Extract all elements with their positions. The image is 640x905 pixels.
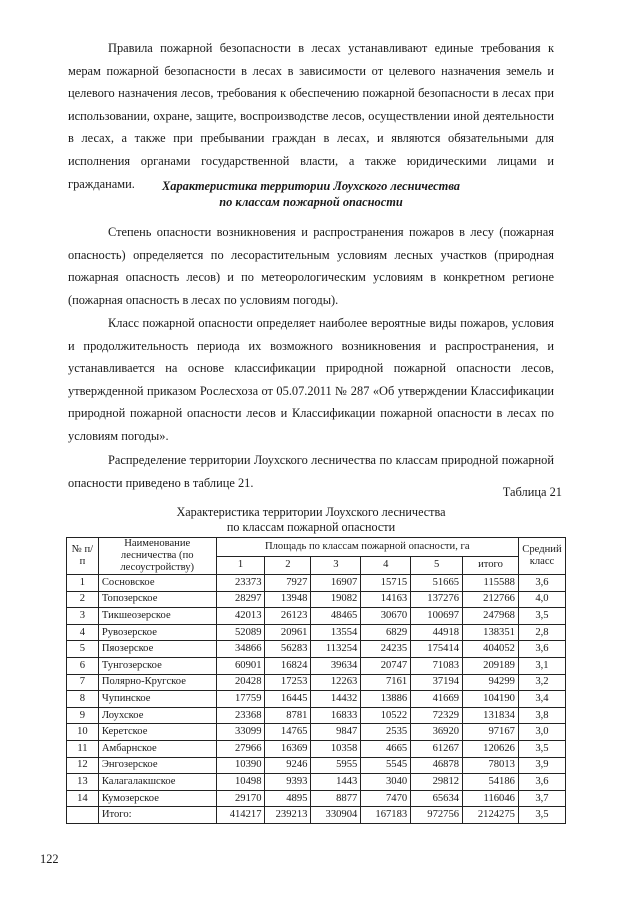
- area-value: 138351: [463, 624, 519, 641]
- area-value: 120626: [463, 740, 519, 757]
- area-value: 29170: [216, 790, 265, 807]
- area-value: 52089: [216, 624, 265, 641]
- forestry-name: Тунгозерское: [98, 657, 216, 674]
- section-heading: [68, 178, 554, 210]
- area-value: 247968: [463, 608, 519, 625]
- area-value: 10358: [311, 740, 361, 757]
- area-value: 115588: [463, 575, 519, 592]
- area-value: 175414: [411, 641, 463, 658]
- forestry-name: Топозерское: [98, 591, 216, 608]
- page-number: 122: [40, 852, 59, 866]
- forestry-name: Пяозерское: [98, 641, 216, 658]
- row-number: 14: [67, 790, 99, 807]
- total-area-value: 414217: [216, 807, 265, 824]
- table-row: [67, 691, 566, 708]
- area-value: 116046: [463, 790, 519, 807]
- area-value: 20428: [216, 674, 265, 691]
- area-value: 14765: [265, 724, 311, 741]
- total-area-value: 330904: [311, 807, 361, 824]
- area-value: 34866: [216, 641, 265, 658]
- average-class: 3,6: [518, 641, 565, 658]
- average-class: 3,1: [518, 657, 565, 674]
- area-value: 26123: [265, 608, 311, 625]
- table-row: [67, 608, 566, 625]
- forestry-name: Рувозерское: [98, 624, 216, 641]
- total-area-value: 167183: [361, 807, 411, 824]
- area-value: 78013: [463, 757, 519, 774]
- average-class: 3,5: [518, 740, 565, 757]
- area-value: 16445: [265, 691, 311, 708]
- paragraph-fire-rules: Правила пожарной безопасности в лесах устанавливают единые требования к мерам пожарной безопасности в лесах в зависимости от целевого назначения земель и целевого назначения лесов, требования к обеспечению пожарной безопасности в лесах при использовании, охране, защите, воспроизводстве лесов, осуществлении иной деятельности в лесах, а также при пребывании граждан в лесах, и являются обязательными для исполнения органами государственной власти, а также юридическими лицами и гражданами.: [68, 41, 554, 191]
- header-class-2: 2: [265, 556, 311, 575]
- table-body: [67, 575, 566, 824]
- area-value: 9246: [265, 757, 311, 774]
- area-value: 56283: [265, 641, 311, 658]
- area-value: 104190: [463, 691, 519, 708]
- area-value: 61267: [411, 740, 463, 757]
- area-value: 41669: [411, 691, 463, 708]
- area-value: 209189: [463, 657, 519, 674]
- area-value: 37194: [411, 674, 463, 691]
- row-number: 13: [67, 774, 99, 791]
- area-value: 48465: [311, 608, 361, 625]
- table-number: Таблица 21: [502, 485, 562, 499]
- area-value: 7161: [361, 674, 411, 691]
- row-number: 1: [67, 575, 99, 592]
- area-value: 10498: [216, 774, 265, 791]
- area-value: 5545: [361, 757, 411, 774]
- area-value: 10522: [361, 707, 411, 724]
- paragraph-fire-danger-class: Класс пожарной опасности определяет наиболее вероятные виды пожаров, условия и продолжительность периода их возможного возникновения и распространения, и устанавливается на основе классификации природной пожарной опасности лесов, утвержденной приказом Рослесхоза от 05.07.2011 № 287 «Об утверждении Классификации природной пожарной опасности лесов и Классификации пожарной опасности в лесах по условиям погоды».: [68, 316, 554, 443]
- area-value: 100697: [411, 608, 463, 625]
- row-number: 5: [67, 641, 99, 658]
- average-class: 3,0: [518, 724, 565, 741]
- area-value: 9847: [311, 724, 361, 741]
- table-row: [67, 757, 566, 774]
- average-class: 2,8: [518, 624, 565, 641]
- paragraph-fire-danger-degree: Степень опасности возникновения и распространения пожаров в лесу (пожарная опасность) определяется по лесорастительным условиям лесных участков (природная пожарная опасность лесов) и по метеорологическим условиям в конкретном регионе (пожарная опасность в лесах по условиям погоды).: [68, 225, 554, 307]
- table-row: [67, 641, 566, 658]
- header-class-3: 3: [311, 556, 361, 575]
- area-value: 72329: [411, 707, 463, 724]
- area-value: 5955: [311, 757, 361, 774]
- area-value: 39634: [311, 657, 361, 674]
- forestry-name: Керетское: [98, 724, 216, 741]
- area-value: 4665: [361, 740, 411, 757]
- area-value: 15715: [361, 575, 411, 592]
- area-value: 131834: [463, 707, 519, 724]
- area-value: 3040: [361, 774, 411, 791]
- area-value: 404052: [463, 641, 519, 658]
- area-value: 8877: [311, 790, 361, 807]
- average-class: 3,8: [518, 707, 565, 724]
- area-value: 113254: [311, 641, 361, 658]
- table-row: [67, 707, 566, 724]
- header-class-1: 1: [216, 556, 265, 575]
- forestry-name: Калагалакшское: [98, 774, 216, 791]
- table-row: [67, 724, 566, 741]
- area-value: 23368: [216, 707, 265, 724]
- table-row: [67, 790, 566, 807]
- total-area-value: 239213: [265, 807, 311, 824]
- area-value: 7470: [361, 790, 411, 807]
- area-value: 19082: [311, 591, 361, 608]
- area-value: 16369: [265, 740, 311, 757]
- area-value: 16907: [311, 575, 361, 592]
- row-number: 10: [67, 724, 99, 741]
- row-number: 3: [67, 608, 99, 625]
- average-class: 3,9: [518, 757, 565, 774]
- total-label: Итого:: [98, 807, 216, 824]
- area-value: 42013: [216, 608, 265, 625]
- forestry-name: Тикшеозерское: [98, 608, 216, 625]
- area-value: 13554: [311, 624, 361, 641]
- header-avg-class: Средний класс: [518, 538, 565, 575]
- area-value: 54186: [463, 774, 519, 791]
- area-value: 46878: [411, 757, 463, 774]
- total-average-class: 3,5: [518, 807, 565, 824]
- area-value: 13886: [361, 691, 411, 708]
- area-value: 13948: [265, 591, 311, 608]
- area-value: 137276: [411, 591, 463, 608]
- total-num-cell: [67, 807, 99, 824]
- average-class: 3,7: [518, 790, 565, 807]
- forestry-name: Амбарнское: [98, 740, 216, 757]
- area-value: 16833: [311, 707, 361, 724]
- header-num: № п/п: [67, 538, 99, 575]
- table-total-row: [67, 807, 566, 824]
- area-value: 20747: [361, 657, 411, 674]
- area-value: 97167: [463, 724, 519, 741]
- header-name: Наименование лесничества (по лесоустройству): [98, 538, 216, 575]
- table-title-line2: по классам пожарной опасности: [226, 520, 396, 534]
- table-title: [68, 505, 554, 535]
- area-value: 24235: [361, 641, 411, 658]
- area-value: 65634: [411, 790, 463, 807]
- table-row: [67, 774, 566, 791]
- area-value: 20961: [265, 624, 311, 641]
- area-value: 33099: [216, 724, 265, 741]
- paragraph-distribution: Распределение территории Лоухского лесничества по классам природной пожарной опасности приведено в таблице 21.: [68, 453, 554, 490]
- forestry-name: Лоухское: [98, 707, 216, 724]
- area-value: 16824: [265, 657, 311, 674]
- table-row: [67, 657, 566, 674]
- header-area: Площадь по классам пожарной опасности, га: [216, 538, 518, 557]
- area-value: 44918: [411, 624, 463, 641]
- forestry-name: Кумозерское: [98, 790, 216, 807]
- row-number: 9: [67, 707, 99, 724]
- area-value: 1443: [311, 774, 361, 791]
- table-row: [67, 740, 566, 757]
- table-title-line1: Характеристика территории Лоухского лесничества: [176, 505, 446, 519]
- header-class-5: 5: [411, 556, 463, 575]
- area-value: 212766: [463, 591, 519, 608]
- table-header-row: [67, 538, 566, 557]
- average-class: 4,0: [518, 591, 565, 608]
- table-row: [67, 575, 566, 592]
- area-value: 8781: [265, 707, 311, 724]
- table-row: [67, 591, 566, 608]
- table-row: [67, 674, 566, 691]
- area-value: 94299: [463, 674, 519, 691]
- area-value: 17253: [265, 674, 311, 691]
- total-area-value: 2124275: [463, 807, 519, 824]
- area-value: 27966: [216, 740, 265, 757]
- table-row: [67, 624, 566, 641]
- area-value: 6829: [361, 624, 411, 641]
- area-value: 51665: [411, 575, 463, 592]
- row-number: 2: [67, 591, 99, 608]
- area-value: 36920: [411, 724, 463, 741]
- forestry-name: Сосновское: [98, 575, 216, 592]
- area-value: 71083: [411, 657, 463, 674]
- section-heading-line2: по классам пожарной опасности: [219, 195, 403, 209]
- area-value: 17759: [216, 691, 265, 708]
- average-class: 3,2: [518, 674, 565, 691]
- average-class: 3,5: [518, 608, 565, 625]
- average-class: 3,6: [518, 575, 565, 592]
- average-class: 3,4: [518, 691, 565, 708]
- area-value: 4895: [265, 790, 311, 807]
- header-class-6: итого: [463, 556, 519, 575]
- row-number: 8: [67, 691, 99, 708]
- forestry-name: Энгозерское: [98, 757, 216, 774]
- area-value: 60901: [216, 657, 265, 674]
- fire-class-table: [66, 537, 566, 824]
- area-value: 14432: [311, 691, 361, 708]
- total-area-value: 972756: [411, 807, 463, 824]
- area-value: 7927: [265, 575, 311, 592]
- area-value: 10390: [216, 757, 265, 774]
- row-number: 12: [67, 757, 99, 774]
- row-number: 7: [67, 674, 99, 691]
- forestry-name: Чупинское: [98, 691, 216, 708]
- row-number: 6: [67, 657, 99, 674]
- row-number: 11: [67, 740, 99, 757]
- average-class: 3,6: [518, 774, 565, 791]
- area-value: 2535: [361, 724, 411, 741]
- header-class-4: 4: [361, 556, 411, 575]
- section-heading-line1: Характеристика территории Лоухского лесничества: [162, 179, 460, 193]
- forestry-name: Полярно-Кругское: [98, 674, 216, 691]
- area-value: 28297: [216, 591, 265, 608]
- area-value: 23373: [216, 575, 265, 592]
- area-value: 12263: [311, 674, 361, 691]
- area-value: 9393: [265, 774, 311, 791]
- row-number: 4: [67, 624, 99, 641]
- area-value: 29812: [411, 774, 463, 791]
- area-value: 14163: [361, 591, 411, 608]
- area-value: 30670: [361, 608, 411, 625]
